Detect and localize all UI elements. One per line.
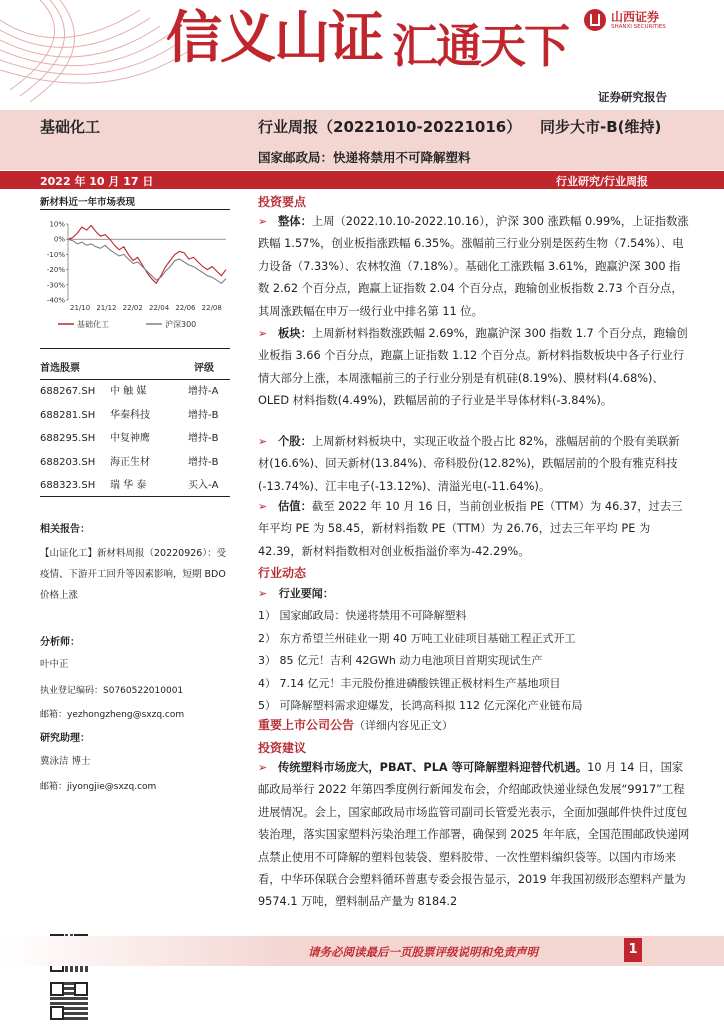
pick-row[interactable] <box>40 431 225 447</box>
sector-label: 板块： <box>278 327 312 340</box>
news-item[interactable]: 2） 东方希望兰州硅业一期 40 万吨工业硅项目基础工程正式开工 <box>258 631 576 645</box>
advice-title: 投资建议 <box>258 741 307 755</box>
pick-name: 华秦科技 <box>110 409 150 421</box>
slogan-main: 信义山证 <box>166 5 382 71</box>
report-subtitle: 国家邮政局：快递将禁用不可降解塑料 <box>258 150 471 165</box>
pick-code: 688323.SH <box>40 480 96 491</box>
pick-code: 688267.SH <box>40 386 96 397</box>
legend-label: 沪深300 <box>165 320 197 329</box>
picks-header-rating: 评级 <box>194 363 214 374</box>
x-tick-label: 21/10 <box>70 304 91 312</box>
y-tick-label: 0% <box>53 235 65 244</box>
related-report-link[interactable]: 【山证化工】新材料周报（20220926）：受疫情、下游开工回升等因素影响，短期 BDO 价格上涨 <box>40 548 227 601</box>
company-logo-icon <box>584 9 606 31</box>
assistant-name: 冀泳洁 博士 <box>40 756 91 767</box>
page-number: 1 <box>624 938 642 962</box>
pick-name: 瑞 华 泰 <box>110 480 147 491</box>
pick-rating: 增持-B <box>188 409 219 421</box>
valuation-text: 截至 2022 年 10 月 16 日，当前创业板指 PE（TTM）为 46.37，过去三年平均 PE 为 58.45，新材料指数 PE（TTM）为 26.76，过去三年平均 PE 为 42.39，新材料指数相对创业板指溢价率为-42.29%。 <box>258 500 683 558</box>
assistant-title: 研究助理： <box>40 733 90 744</box>
report-kind: 证券研究报告 <box>598 90 667 104</box>
news-item[interactable]: 3） 85 亿元！吉利 42GWh 动力电池项目首期实现试生产 <box>258 654 543 668</box>
analyst-cert: 执业登记编码：S0760522010001 <box>40 686 184 696</box>
report-date: 2022 年 10 月 17 日 <box>40 175 154 188</box>
divider <box>40 496 230 497</box>
title-band <box>0 110 724 170</box>
assistant-email[interactable]: 邮箱：jiyongjie@sxzq.com <box>40 782 157 792</box>
stock-label: 个股： <box>278 435 312 448</box>
date-band <box>0 171 724 189</box>
bullet-icon: ➢ <box>258 761 268 774</box>
x-tick-label: 22/02 <box>122 304 143 312</box>
y-tick-label: -10% <box>46 250 65 259</box>
slogan-secondary: 汇通天下 <box>392 19 568 73</box>
bullet-icon: ➢ <box>258 500 268 513</box>
announcement-title-text: 重要上市公司公告 <box>258 718 355 732</box>
chart-title: 新材料近一年市场表现 <box>40 197 136 208</box>
stock-text: 上周新材料板块中，实现正收益个股占比 82%，涨幅居前的个股有美联新材(16.6%)、回天新材(13.84%)、帝科股份(12.82%)，跌幅居前的个股有雅克科技(-13.74%)、江丰电子(-13.12%)、清溢光电(-11.64%)。 <box>258 435 680 493</box>
header-banner <box>0 0 724 110</box>
footer-disclaimer: 请务必阅读最后一页股票评级说明和免责声明 <box>308 945 538 959</box>
market-performance-chart <box>40 218 230 333</box>
pick-rating: 增持-A <box>188 386 219 397</box>
pick-rating: 增持-B <box>188 433 219 444</box>
y-tick-label: -20% <box>46 266 65 275</box>
report-category: 行业研究/行业周报 <box>556 175 649 188</box>
sector-name: 基础化工 <box>40 118 101 136</box>
pick-name: 海正生材 <box>110 456 150 468</box>
pick-name: 中 触 媒 <box>110 386 147 397</box>
company-name-en: SHANXI SECURITIES <box>611 24 666 30</box>
analyst-title: 分析师： <box>40 637 80 648</box>
picks-header-stock: 首选股票 <box>40 363 80 374</box>
analyst-name: 叶中正 <box>40 659 69 670</box>
advice-text: 10 月 14 日，国家邮政局举行 2022 年第四季度例行新闻发布会，介绍邮政快递业绿色发展“9917”工程进展情况。会上，国家邮政局市场监管司副司长管爱光表示，全面加强邮件快件过度包装治理，落实国家塑料污染治理工作部署，确保到 2025 年年底，全国范围邮政快递网点禁止使用不可降解的塑料包装袋、塑料胶带、一次性塑料编织袋等。以国内市场来看，中华环保联合会塑料循环普惠专委会报告显示，2019 年我国初级形态塑料产量为 9574.1 万吨，塑料制品产量为 8184.2 <box>258 761 690 909</box>
valuation-paragraph <box>258 496 690 563</box>
company-name: 山西证券 <box>611 10 660 24</box>
pick-code: 688281.SH <box>40 409 96 421</box>
bullet-icon: ➢ <box>258 215 268 228</box>
pick-name: 中复神鹰 <box>110 433 150 444</box>
dynamics-title: 行业动态 <box>258 566 307 580</box>
bullet-icon: ➢ <box>258 435 268 448</box>
bullet-icon: ➢ <box>258 587 268 600</box>
divider <box>40 379 230 380</box>
announcement-note: （详细内容见正文） <box>354 719 454 732</box>
advice-label: 传统塑料市场庞大，PBAT、PLA 等可降解塑料迎替代机遇。 <box>278 761 588 774</box>
series-line-hs300 <box>68 239 226 283</box>
pick-code: 688295.SH <box>40 433 96 444</box>
overview-text: 上周（2022.10.10-2022.10.16），沪深 300 涨跌幅 0.99%，上证指数涨跌幅 1.57%，创业板指涨跌幅 6.35%。涨幅前三行业分别是医药生物（7.54%）、电力设备（7.33%）、农林牧渔（7.18%）。基础化工涨跌幅 3.61%，跑赢沪深 300 指数 2.62 个百分点，跑赢上证指数 2.04 个百分点，跑输创业板指数 2.73 个百分点，其周涨跌幅在申万一级行业中排名第 11 位。 <box>258 215 689 318</box>
news-item[interactable]: 4） 7.14 亿元！丰元股份推进磷酸铁锂正极材料生产基地项目 <box>258 676 561 690</box>
x-tick-label: 21/12 <box>96 304 117 312</box>
pick-code: 688203.SH <box>40 456 96 468</box>
report-title: 行业周报（20221010-20221016） <box>258 118 522 136</box>
legend-label: 基础化工 <box>77 320 109 329</box>
divider <box>40 348 230 349</box>
pick-row[interactable] <box>40 455 225 471</box>
pick-row[interactable] <box>40 478 225 494</box>
stock-paragraph <box>258 431 690 498</box>
bullet-icon: ➢ <box>258 327 268 340</box>
x-tick-label: 22/08 <box>201 304 222 312</box>
pick-rating: 买入-A <box>188 480 219 491</box>
divider <box>40 209 230 210</box>
picks-header <box>40 361 225 377</box>
news-item[interactable]: 5） 可降解塑料需求迎爆发，长鸿高科拟 112 亿元深化产业链布局 <box>258 699 583 713</box>
y-tick-label: 10% <box>49 220 65 229</box>
pick-row[interactable] <box>40 408 225 424</box>
news-title-text: 行业要闻： <box>278 587 334 600</box>
qr-code-icon <box>50 982 88 1020</box>
advice-paragraph <box>258 757 690 914</box>
valuation-label: 估值： <box>278 500 312 513</box>
announcement-title <box>258 716 453 733</box>
y-tick-label: -30% <box>46 281 65 290</box>
rating-label: 同步大市-B(维持) <box>540 118 662 136</box>
news-title <box>258 585 334 601</box>
related-reports-title: 相关报告： <box>40 524 90 535</box>
news-item[interactable]: 1） 国家邮政局：快递将禁用不可降解塑料 <box>258 609 467 622</box>
key-points-title: 投资要点 <box>258 195 307 209</box>
sector-paragraph <box>258 323 690 413</box>
pick-rating: 增持-B <box>188 456 219 468</box>
series-line-chemical <box>68 226 226 284</box>
x-tick-label: 22/04 <box>149 304 170 312</box>
analyst-email[interactable]: 邮箱：yezhongzheng@sxzq.com <box>40 710 185 720</box>
x-tick-label: 22/06 <box>175 304 196 312</box>
sector-text: 上周新材料指数涨跌幅 2.69%，跑赢沪深 300 指数 1.7 个百分点，跑输创业板指 3.66 个百分点，跑赢上证指数 1.12 个百分点。新材料指数板块中各子行业行情大部分上涨，本周涨幅前三的子行业分别是有机硅(8.19%)、膜材料(4.68%)、OLED 材料指数(4.49%)，跌幅居前的子行业是半导体材料(-3.84%)。 <box>258 327 688 408</box>
overview-paragraph <box>258 211 690 323</box>
y-tick-label: -40% <box>46 296 65 305</box>
overview-label: 整体： <box>278 215 312 228</box>
pick-row[interactable] <box>40 384 225 400</box>
